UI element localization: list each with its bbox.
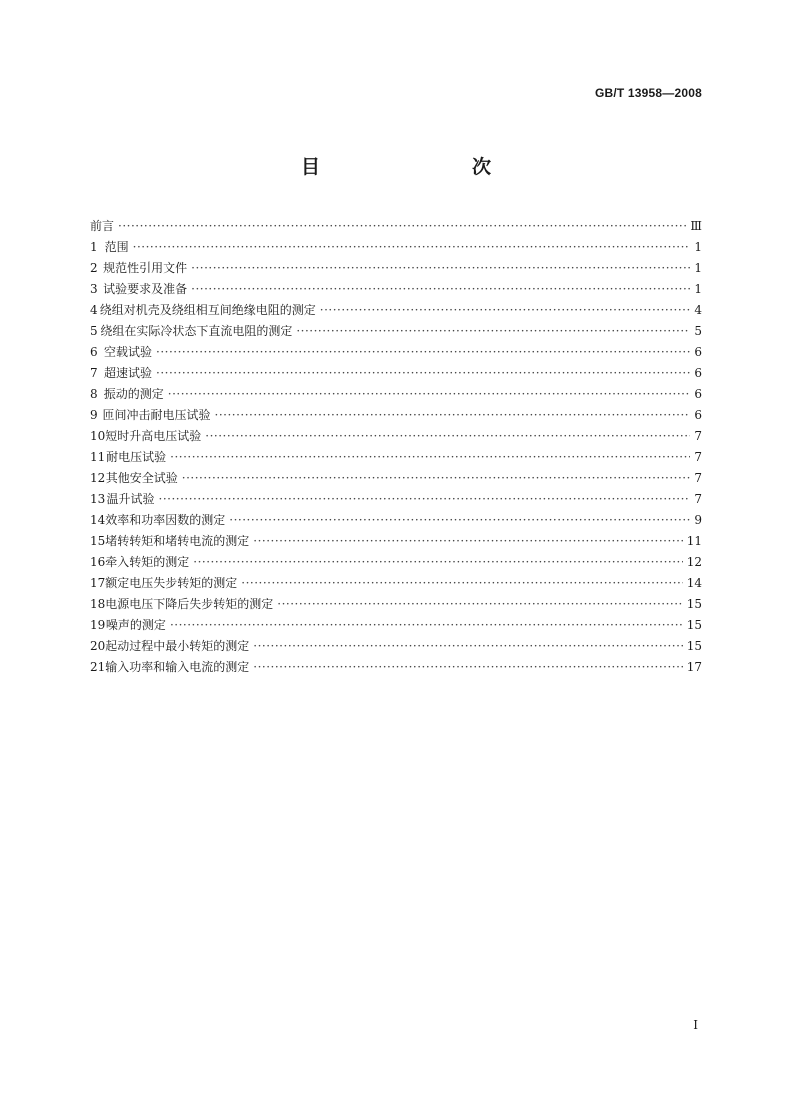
toc-entry-label: 电源电压下降后失步转矩的测定 [105, 597, 274, 611]
toc-entry-page: 7 [694, 471, 702, 485]
toc-leader-dots [193, 552, 682, 573]
toc-entry-number: 1 [90, 240, 98, 254]
toc-entry-label: 温升试验 [106, 492, 155, 506]
toc-entry[interactable] [90, 615, 702, 636]
page-title: 目 次 [300, 156, 529, 178]
toc-entry-label: 范围 [104, 240, 129, 254]
toc-entry-page: 7 [694, 492, 702, 506]
toc-entry-page: 5 [694, 324, 702, 338]
toc-entry[interactable] [90, 573, 702, 594]
toc-leader-dots [296, 321, 690, 342]
toc-entry[interactable] [90, 279, 702, 300]
toc-entry-number: 16 [90, 555, 106, 569]
toc-leader-dots [170, 615, 683, 636]
toc-leader-dots [277, 594, 682, 615]
toc-entry-label: 额定电压失步转矩的测定 [105, 576, 238, 590]
toc-entry-page: 17 [686, 660, 702, 674]
toc-leader-dots [241, 573, 682, 594]
toc-entry-label: 超速试验 [104, 366, 153, 380]
toc-entry-page: 1 [694, 240, 702, 254]
toc-entry[interactable] [90, 405, 702, 426]
toc-entry[interactable] [90, 321, 702, 342]
toc-entry[interactable] [90, 342, 702, 363]
toc-entry-page: 6 [694, 345, 702, 359]
table-of-contents [90, 216, 702, 678]
toc-entry-number: 9 [90, 408, 98, 422]
toc-entry[interactable] [90, 258, 702, 279]
toc-entry-page: 1 [694, 282, 702, 296]
toc-entry-number: 15 [90, 534, 106, 548]
toc-entry-page: 9 [694, 513, 702, 527]
toc-entry-number: 21 [90, 660, 106, 674]
toc-entry-label: 其他安全试验 [105, 471, 178, 485]
toc-entry-number: 2 [90, 261, 98, 275]
toc-entry[interactable] [90, 363, 702, 384]
toc-entry[interactable] [90, 657, 702, 678]
toc-leader-dots [191, 279, 690, 300]
toc-entry-label: 堵转转矩和堵转电流的测定 [105, 534, 250, 548]
toc-entry-number: 12 [90, 471, 106, 485]
toc-entry-number: 17 [90, 576, 106, 590]
toc-entry-number: 3 [90, 282, 98, 296]
toc-entry-page: 15 [686, 639, 702, 653]
toc-entry[interactable] [90, 216, 702, 237]
toc-entry-page: 15 [686, 597, 702, 611]
toc-entry[interactable] [90, 447, 702, 468]
toc-entry-page: 12 [686, 555, 702, 569]
toc-entry[interactable] [90, 468, 702, 489]
toc-entry[interactable] [90, 531, 702, 552]
toc-entry-label: 耐电压试验 [106, 450, 167, 464]
toc-entry-page: 1 [694, 261, 702, 275]
toc-entry[interactable] [90, 510, 702, 531]
toc-entry-number: 13 [90, 492, 106, 506]
toc-entry-page: Ⅲ [690, 219, 702, 233]
toc-leader-dots [156, 342, 690, 363]
toc-entry-page: 6 [694, 387, 702, 401]
toc-leader-dots [205, 426, 690, 447]
toc-entry-page: 6 [694, 408, 702, 422]
toc-entry-page: 4 [694, 303, 702, 317]
toc-leader-dots [229, 510, 690, 531]
toc-entry-label: 牵入转矩的测定 [105, 555, 190, 569]
toc-leader-dots [168, 384, 690, 405]
toc-leader-dots [253, 657, 682, 678]
toc-leader-dots [215, 405, 690, 426]
toc-entry-number: 20 [90, 639, 106, 653]
toc-entry-label: 空载试验 [104, 345, 153, 359]
toc-entry-label: 前言 [90, 219, 115, 233]
toc-entry-label: 试验要求及准备 [103, 282, 188, 296]
toc-entry-page: 6 [694, 366, 702, 380]
toc-entry-label: 振动的测定 [103, 387, 164, 401]
toc-entry-number: 10 [90, 429, 106, 443]
toc-leader-dots [253, 636, 682, 657]
toc-entry[interactable] [90, 300, 702, 321]
toc-entry-number: 5 [90, 324, 98, 338]
toc-entry-number: 4 [90, 303, 98, 317]
toc-entry-page: 15 [686, 618, 702, 632]
toc-entry-page: 14 [686, 576, 702, 590]
toc-entry-label: 起动过程中最小转矩的测定 [105, 639, 250, 653]
toc-entry[interactable] [90, 636, 702, 657]
toc-entry-label: 噪声的测定 [105, 618, 166, 632]
toc-entry-label: 输入功率和输入电流的测定 [105, 660, 250, 674]
toc-entry-number: 11 [90, 450, 106, 464]
toc-entry-number: 7 [90, 366, 98, 380]
toc-leader-dots [182, 468, 690, 489]
toc-leader-dots [118, 216, 686, 237]
toc-entry-number: 18 [90, 597, 106, 611]
toc-leader-dots [133, 237, 690, 258]
toc-entry[interactable] [90, 489, 702, 510]
toc-entry[interactable] [90, 426, 702, 447]
toc-leader-dots [159, 489, 690, 510]
toc-entry[interactable] [90, 552, 702, 573]
toc-entry-label: 绕组对机壳及绕组相互间绝缘电阻的测定 [99, 303, 316, 317]
toc-leader-dots [253, 531, 682, 552]
toc-leader-dots [170, 447, 690, 468]
toc-entry-label: 匝间冲击耐电压试验 [102, 408, 211, 422]
toc-leader-dots [156, 363, 690, 384]
toc-entry[interactable] [90, 594, 702, 615]
toc-entry-label: 规范性引用文件 [103, 261, 188, 275]
toc-leader-dots [320, 300, 690, 321]
toc-entry-number: 14 [90, 513, 106, 527]
toc-entry-number: 19 [90, 618, 106, 632]
toc-entry[interactable] [90, 237, 702, 258]
toc-entry[interactable] [90, 384, 702, 405]
toc-entry-number: 8 [90, 387, 98, 401]
toc-leader-dots [191, 258, 690, 279]
page-number: I [693, 1018, 698, 1032]
toc-entry-label: 绕组在实际冷状态下直流电阻的测定 [100, 324, 293, 338]
toc-entry-label: 短时升高电压试验 [105, 429, 202, 443]
standard-code: GB/T 13958—2008 [594, 86, 702, 100]
toc-entry-page: 7 [694, 450, 702, 464]
toc-entry-label: 效率和功率因数的测定 [105, 513, 226, 527]
toc-entry-page: 11 [686, 534, 702, 548]
toc-entry-page: 7 [694, 429, 702, 443]
toc-entry-number: 6 [90, 345, 98, 359]
